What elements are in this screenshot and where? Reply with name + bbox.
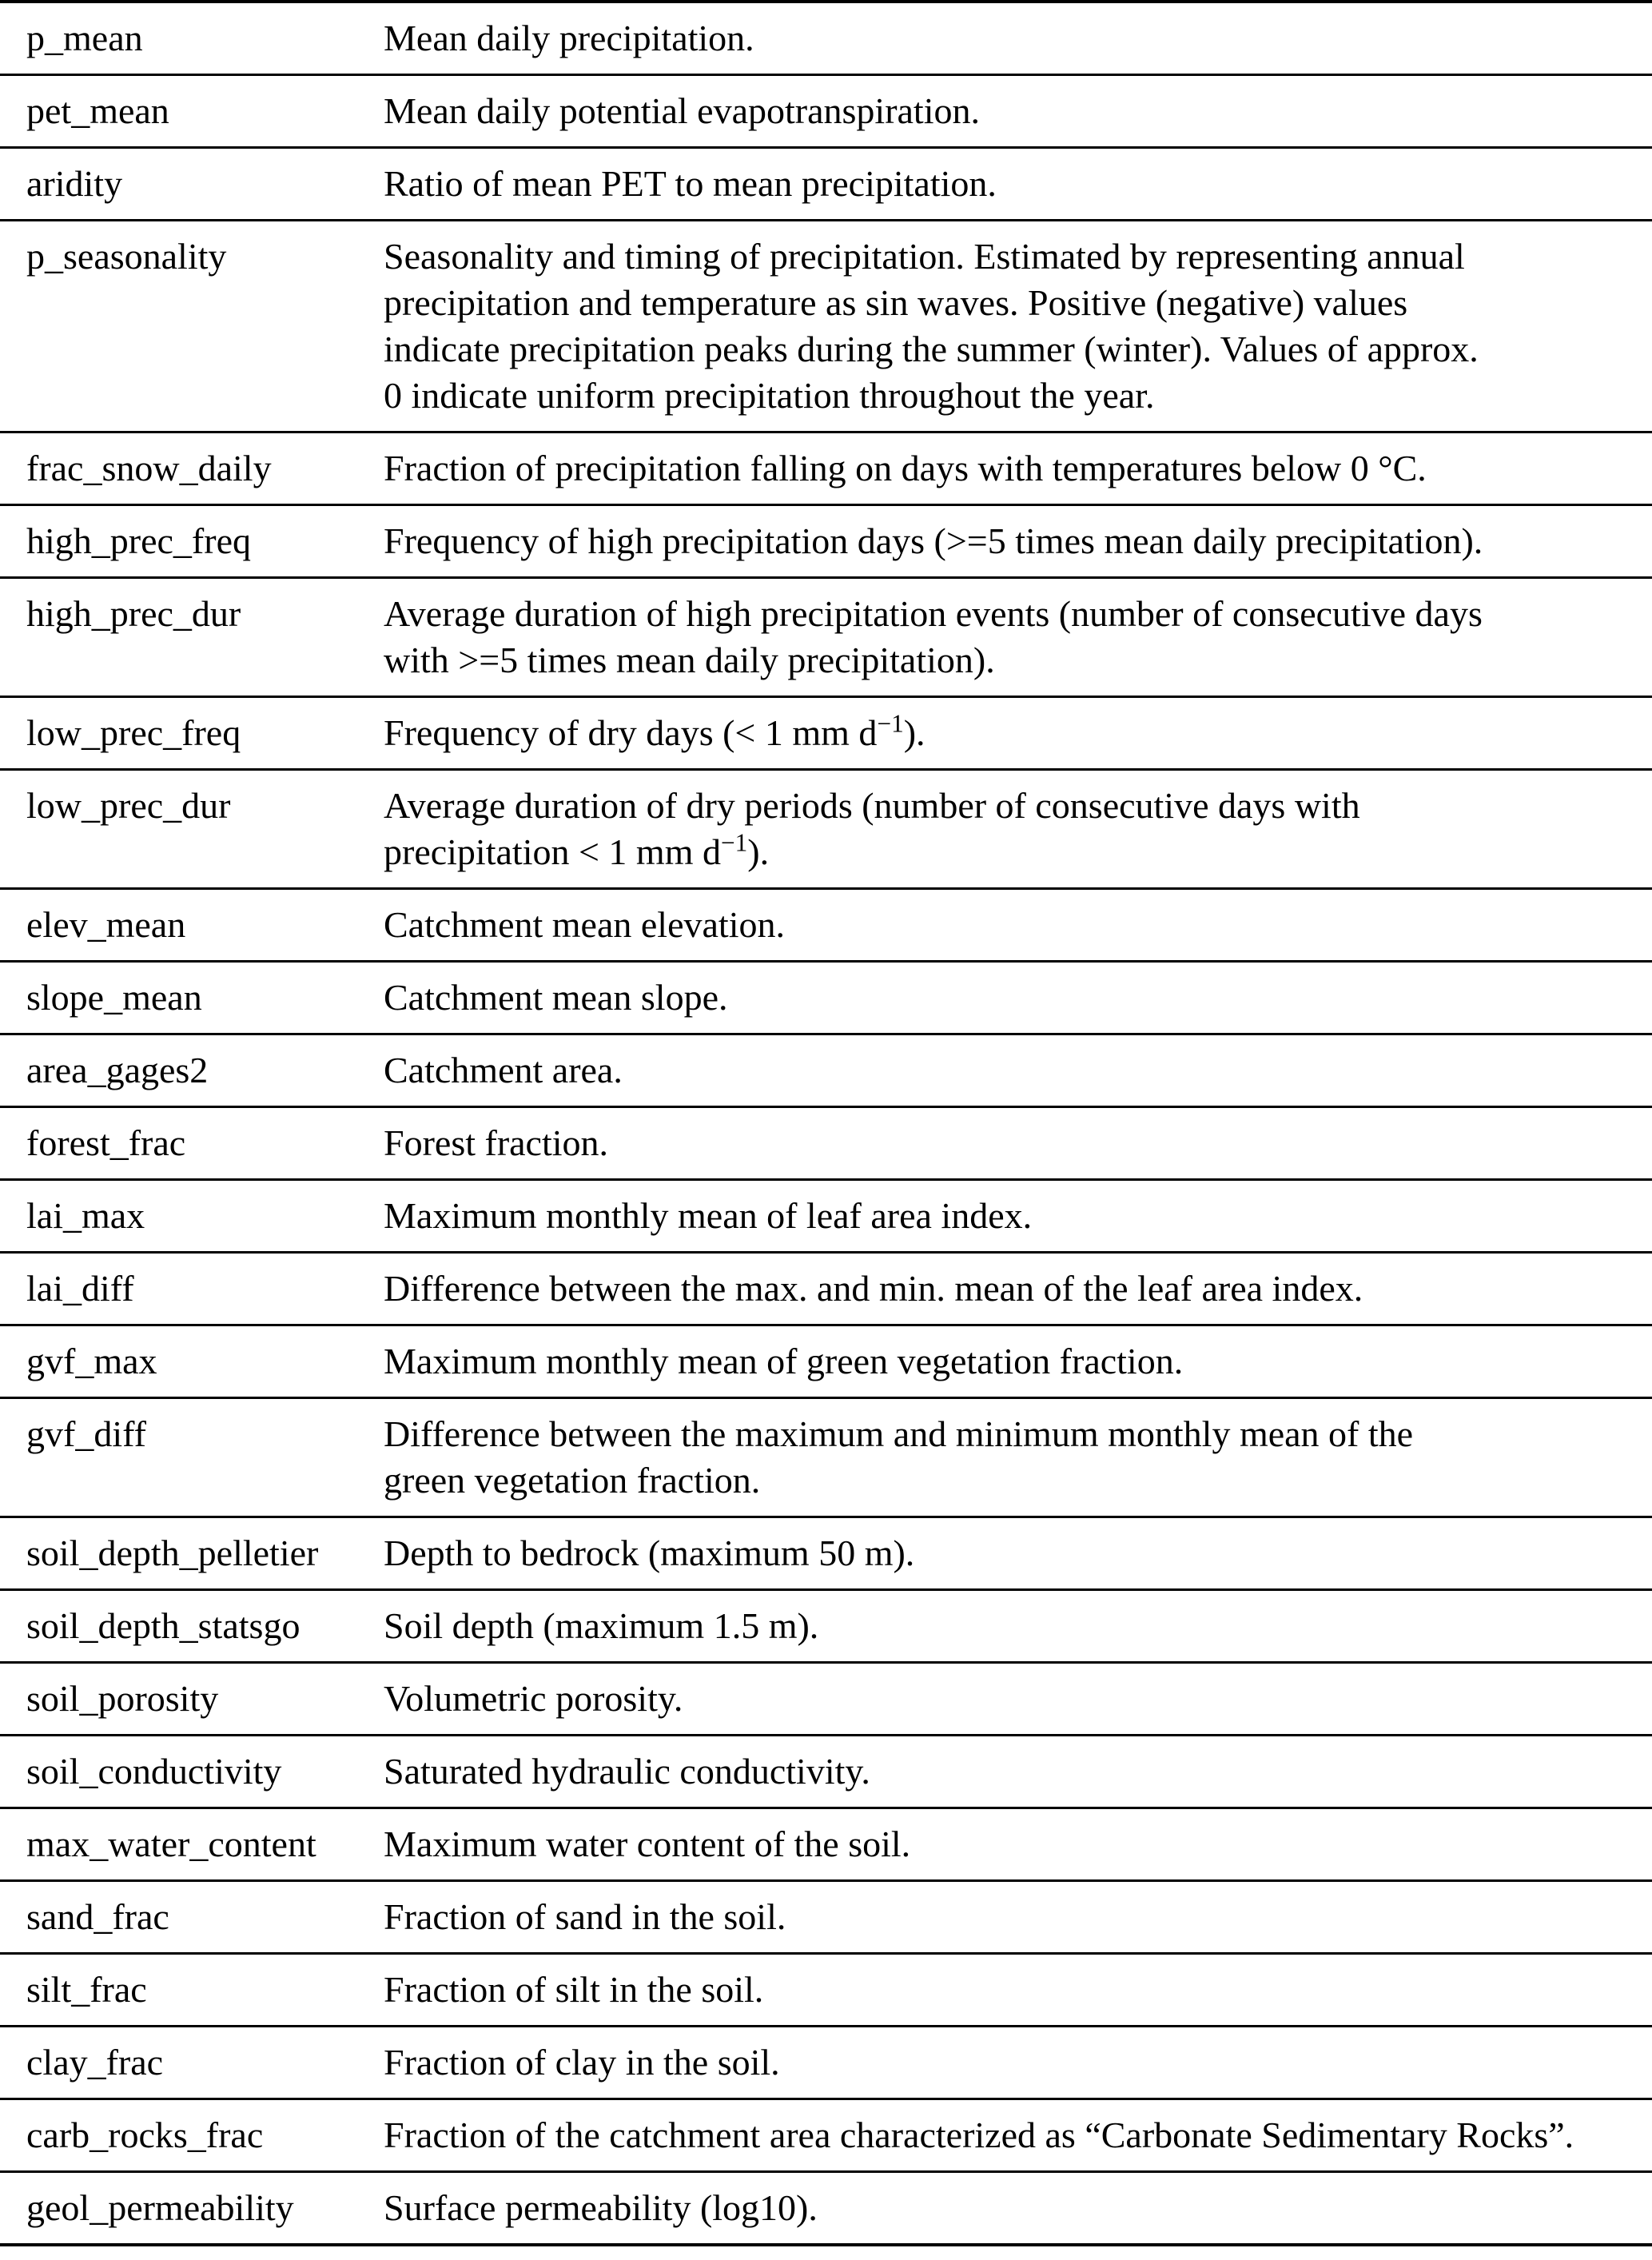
table-row [0, 1590, 1652, 1663]
attribute-description-cell [384, 432, 1652, 505]
table-row [0, 1517, 1652, 1590]
description-line: Maximum monthly mean of green vegetation fraction. [384, 1341, 1184, 1381]
attribute-name-cell [0, 2172, 384, 2246]
attribute-description-cell [384, 697, 1652, 770]
table-row [0, 2172, 1652, 2246]
attribute-description-cell [384, 2027, 1652, 2099]
description-line: Mean daily potential evapotranspiration. [384, 90, 980, 131]
description-line: 0 indicate uniform precipitation throughout the year. [384, 375, 1155, 416]
attribute-name-cell [0, 1180, 384, 1253]
superscript: −1 [720, 828, 748, 857]
description-line: Average duration of high precipitation events (number of consecutive days [384, 593, 1483, 634]
attribute-description [384, 1193, 1639, 1239]
attribute-description-cell [384, 1736, 1652, 1808]
attribute-name-cell [0, 1034, 384, 1107]
attribute-name: clay_frac [26, 2042, 164, 2083]
table-row [0, 697, 1652, 770]
table-row [0, 2027, 1652, 2099]
attribute-description-cell [384, 1398, 1652, 1517]
attribute-name: geol_permeability [26, 2187, 294, 2228]
table-row [0, 1736, 1652, 1808]
attribute-description [384, 445, 1639, 492]
attribute-description [384, 1530, 1639, 1576]
attribute-description [384, 1894, 1639, 1940]
attribute-name-cell [0, 1954, 384, 2027]
description-line: Frequency of high precipitation days (>=5 times mean daily precipitation). [384, 520, 1483, 561]
attribute-name: carb_rocks_frac [26, 2115, 264, 2155]
description-line: indicate precipitation peaks during the summer (winter). Values of approx. [384, 329, 1479, 369]
attribute-name-cell [0, 1663, 384, 1736]
attribute-description [384, 1047, 1639, 1094]
attribute-description-cell [384, 1808, 1652, 1881]
attribute-description-cell [384, 2172, 1652, 2246]
attribute-name: lai_max [26, 1195, 145, 1236]
attribute-description-cell [384, 221, 1652, 432]
table-row [0, 1180, 1652, 1253]
attribute-name-cell [0, 2, 384, 75]
attribute-name: slope_mean [26, 977, 202, 1018]
attribute-description [384, 1338, 1639, 1385]
attribute-name: low_prec_freq [26, 712, 241, 753]
attribute-description [384, 710, 1639, 756]
attribute-description-cell [384, 148, 1652, 221]
attribute-name-cell [0, 148, 384, 221]
attribute-table-body [0, 2, 1652, 2245]
attribute-description [384, 88, 1639, 134]
attribute-description-cell [384, 1517, 1652, 1590]
attribute-name: soil_porosity [26, 1678, 219, 1719]
attribute-name: high_prec_freq [26, 520, 251, 561]
description-line: Difference between the max. and min. mean of the leaf area index. [384, 1268, 1363, 1309]
attribute-name-cell [0, 770, 384, 889]
attribute-description [384, 233, 1639, 419]
attribute-description-cell [384, 1107, 1652, 1180]
description-line: Fraction of precipitation falling on days with temperatures below 0 °C. [384, 448, 1427, 488]
attribute-description [384, 1120, 1639, 1166]
attribute-description-cell [384, 889, 1652, 962]
description-line: Average duration of dry periods (number of consecutive days with [384, 785, 1360, 826]
attribute-description [384, 1676, 1639, 1722]
attribute-description-cell [384, 1590, 1652, 1663]
description-line: Catchment mean slope. [384, 977, 728, 1018]
attribute-description-cell [384, 1325, 1652, 1398]
description-line: green vegetation fraction. [384, 1460, 761, 1501]
description-line: Forest fraction. [384, 1122, 609, 1163]
attribute-name-cell [0, 578, 384, 697]
attribute-description [384, 1603, 1639, 1649]
attribute-name: lai_diff [26, 1268, 134, 1309]
attribute-name: high_prec_dur [26, 593, 241, 634]
description-line: Fraction of silt in the soil. [384, 1969, 764, 2010]
attribute-description-cell [384, 2, 1652, 75]
attribute-description [384, 1967, 1639, 2013]
attribute-name: gvf_diff [26, 1413, 146, 1454]
table-row [0, 2099, 1652, 2172]
description-line: Difference between the maximum and minimum monthly mean of the [384, 1413, 1414, 1454]
attribute-description [384, 1748, 1639, 1795]
description-line: Saturated hydraulic conductivity. [384, 1751, 870, 1792]
attribute-description [384, 2039, 1639, 2086]
table-row [0, 1663, 1652, 1736]
table-row [0, 889, 1652, 962]
attribute-description [384, 1266, 1639, 1312]
superscript: −1 [877, 709, 904, 738]
table-row [0, 770, 1652, 889]
table-row [0, 1881, 1652, 1954]
attribute-description-cell [384, 2099, 1652, 2172]
attribute-description-cell [384, 1881, 1652, 1954]
attribute-name: pet_mean [26, 90, 169, 131]
table-row [0, 432, 1652, 505]
table-row [0, 1398, 1652, 1517]
attribute-description-cell [384, 505, 1652, 578]
attribute-name: low_prec_dur [26, 785, 231, 826]
attribute-name-cell [0, 1590, 384, 1663]
attribute-description-cell [384, 1180, 1652, 1253]
attribute-name-cell [0, 697, 384, 770]
attribute-name-cell [0, 221, 384, 432]
description-line: Catchment area. [384, 1050, 623, 1090]
attribute-name-cell [0, 1808, 384, 1881]
attribute-name-cell [0, 505, 384, 578]
attribute-description-cell [384, 1253, 1652, 1325]
attribute-name: aridity [26, 163, 123, 204]
attribute-name-cell [0, 1881, 384, 1954]
attribute-description-cell [384, 75, 1652, 148]
attribute-description-cell [384, 1954, 1652, 2027]
attribute-description [384, 15, 1639, 62]
attribute-description [384, 1821, 1639, 1867]
attribute-name: soil_depth_statsgo [26, 1605, 301, 1646]
attribute-description [384, 902, 1639, 948]
table-row [0, 1954, 1652, 2027]
attribute-description [384, 975, 1639, 1021]
attribute-name: silt_frac [26, 1969, 147, 2010]
attribute-description [384, 518, 1639, 564]
description-line: Fraction of clay in the soil. [384, 2042, 780, 2083]
table-row [0, 75, 1652, 148]
attribute-name-cell [0, 75, 384, 148]
attribute-name-cell [0, 1325, 384, 1398]
description-line: Maximum monthly mean of leaf area index. [384, 1195, 1033, 1236]
attribute-name: sand_frac [26, 1896, 169, 1937]
table-row [0, 1808, 1652, 1881]
attribute-name: area_gages2 [26, 1050, 209, 1090]
attribute-description-cell [384, 962, 1652, 1034]
table-row [0, 1107, 1652, 1180]
attribute-name-cell [0, 2099, 384, 2172]
description-line: Seasonality and timing of precipitation. Estimated by representing annual [384, 236, 1465, 277]
attribute-description [384, 2185, 1639, 2231]
attribute-name-cell [0, 1517, 384, 1590]
description-line: precipitation < 1 mm $d^{-1}$). [384, 828, 770, 872]
table-row [0, 505, 1652, 578]
description-line: Frequency of dry days (< 1 mm $d^{-1}$). [384, 709, 926, 753]
attribute-name: max_water_content [26, 1824, 316, 1864]
attribute-name-cell [0, 1736, 384, 1808]
attribute-name-cell [0, 1107, 384, 1180]
attribute-description [384, 591, 1639, 684]
description-line: Volumetric porosity. [384, 1678, 683, 1719]
description-line: Maximum water content of the soil. [384, 1824, 911, 1864]
attribute-name: frac_snow_daily [26, 448, 272, 488]
description-line: Soil depth (maximum 1.5 m). [384, 1605, 819, 1646]
table-row [0, 1325, 1652, 1398]
table-row [0, 148, 1652, 221]
table-row [0, 578, 1652, 697]
attribute-name: soil_conductivity [26, 1751, 282, 1792]
table-row [0, 221, 1652, 432]
description-line: Catchment mean elevation. [384, 904, 785, 945]
description-line: Fraction of sand in the soil. [384, 1896, 786, 1937]
attribute-name: gvf_max [26, 1341, 157, 1381]
attribute-description-cell [384, 1663, 1652, 1736]
attribute-name: forest_frac [26, 1122, 186, 1163]
attribute-description-cell [384, 1034, 1652, 1107]
description-line: precipitation and temperature as sin waves. Positive (negative) values [384, 282, 1408, 323]
attribute-name-cell [0, 962, 384, 1034]
attribute-name-cell [0, 2027, 384, 2099]
table-row [0, 2, 1652, 75]
attribute-name-cell [0, 1253, 384, 1325]
description-line: Mean daily precipitation. [384, 18, 754, 58]
table-row [0, 962, 1652, 1034]
description-line: Depth to bedrock (maximum 50 m). [384, 1533, 915, 1573]
description-line: with >=5 times mean daily precipitation). [384, 640, 995, 680]
attribute-name-cell [0, 1398, 384, 1517]
attribute-description [384, 161, 1639, 207]
attribute-description [384, 1411, 1639, 1504]
attribute-name-cell [0, 889, 384, 962]
table-row [0, 1253, 1652, 1325]
attribute-name: p_seasonality [26, 236, 227, 277]
attribute-name: p_mean [26, 18, 143, 58]
attribute-description [384, 783, 1639, 875]
attribute-name: soil_depth_pelletier [26, 1533, 319, 1573]
attribute-name: elev_mean [26, 904, 186, 945]
attribute-description-cell [384, 770, 1652, 889]
attribute-description-cell [384, 578, 1652, 697]
description-line: Surface permeability (log10). [384, 2187, 818, 2228]
attribute-name-cell [0, 432, 384, 505]
description-line: Ratio of mean PET to mean precipitation. [384, 163, 997, 204]
table-row [0, 1034, 1652, 1107]
attribute-description [384, 2112, 1639, 2158]
description-line: Fraction of the catchment area characterized as “Carbonate Sedimentary Rocks”. [384, 2115, 1574, 2155]
